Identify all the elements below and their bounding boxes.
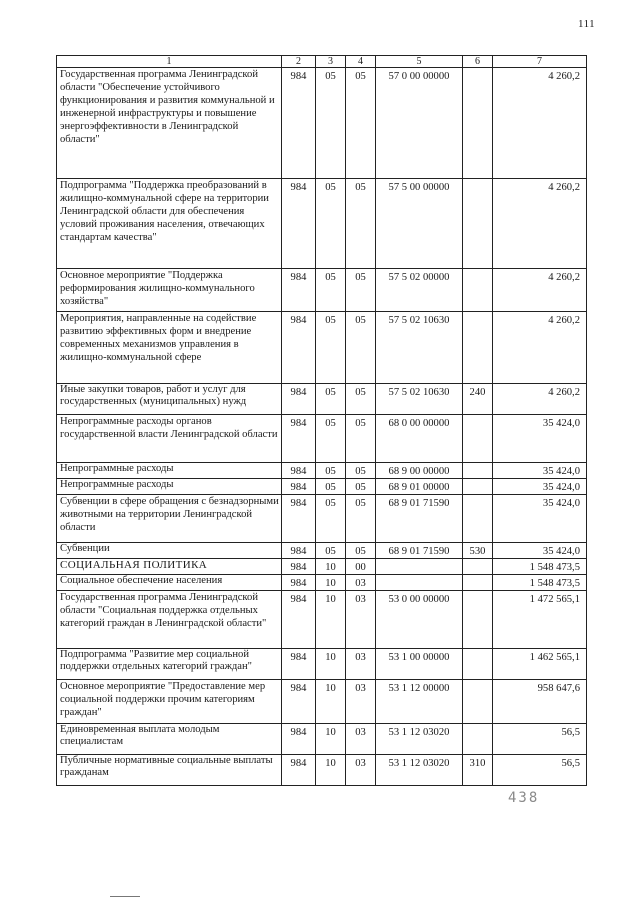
col-header-name: 1 <box>57 56 282 68</box>
row-grbs: 984 <box>282 312 316 384</box>
row-grbs: 984 <box>282 68 316 179</box>
row-expense-type <box>463 415 493 463</box>
row-target-article: 53 0 00 00000 <box>376 591 463 649</box>
row-section: 05 <box>316 543 346 559</box>
table-row <box>57 575 587 591</box>
row-target-article: 53 1 00 00000 <box>376 649 463 680</box>
row-grbs: 984 <box>282 415 316 463</box>
header-row <box>57 56 587 68</box>
row-amount: 56,5 <box>493 724 587 755</box>
row-target-article: 53 1 12 00000 <box>376 680 463 724</box>
row-grbs: 984 <box>282 543 316 559</box>
row-subsection: 03 <box>346 591 376 649</box>
row-name: Непрограммные расходы органов государственной власти Ленинградской области <box>57 415 282 463</box>
row-expense-type <box>463 680 493 724</box>
row-section: 10 <box>316 724 346 755</box>
row-subsection: 03 <box>346 649 376 680</box>
scan-mark <box>110 896 140 897</box>
row-grbs: 984 <box>282 755 316 786</box>
row-amount: 4 260,2 <box>493 312 587 384</box>
table-row <box>57 415 587 463</box>
row-subsection: 05 <box>346 463 376 479</box>
budget-table <box>56 55 587 786</box>
row-target-article: 57 5 00 00000 <box>376 179 463 269</box>
row-section: 10 <box>316 649 346 680</box>
row-grbs: 984 <box>282 269 316 312</box>
row-target-article: 68 9 00 00000 <box>376 463 463 479</box>
table-row <box>57 755 587 786</box>
row-section: 10 <box>316 755 346 786</box>
col-header-expense-type: 6 <box>463 56 493 68</box>
row-expense-type <box>463 479 493 495</box>
row-name: Публичные нормативные социальные выплаты гражданам <box>57 755 282 786</box>
row-subsection: 05 <box>346 68 376 179</box>
row-section: 05 <box>316 495 346 543</box>
row-section: 05 <box>316 68 346 179</box>
row-grbs: 984 <box>282 649 316 680</box>
row-grbs: 984 <box>282 479 316 495</box>
row-name: Единовременная выплата молодым специалистам <box>57 724 282 755</box>
row-amount: 35 424,0 <box>493 543 587 559</box>
row-target-article <box>376 559 463 575</box>
table-row <box>57 543 587 559</box>
row-section: 05 <box>316 269 346 312</box>
row-name: Основное мероприятие "Предоставление мер социальной поддержки прочим категориям граждан" <box>57 680 282 724</box>
row-section: 05 <box>316 312 346 384</box>
row-subsection: 05 <box>346 479 376 495</box>
row-name: Подпрограмма "Поддержка преобразований в жилищно-коммунальной сфере на территории Ленинградской области для обеспечения условий проживания населения, отвечающих стандартам качества" <box>57 179 282 269</box>
table-row <box>57 559 587 575</box>
row-amount: 1 462 565,1 <box>493 649 587 680</box>
row-target-article: 53 1 12 03020 <box>376 724 463 755</box>
row-amount: 35 424,0 <box>493 495 587 543</box>
row-section: 05 <box>316 479 346 495</box>
row-grbs: 984 <box>282 724 316 755</box>
row-section: 05 <box>316 415 346 463</box>
row-name: Подпрограмма "Развитие мер социальной поддержки отдельных категорий граждан" <box>57 649 282 680</box>
col-header-amount: 7 <box>493 56 587 68</box>
col-header-grbs: 2 <box>282 56 316 68</box>
row-section: 05 <box>316 384 346 415</box>
row-expense-type <box>463 269 493 312</box>
table-row <box>57 495 587 543</box>
row-subsection: 05 <box>346 269 376 312</box>
table-row <box>57 312 587 384</box>
row-name: СОЦИАЛЬНАЯ ПОЛИТИКА <box>57 559 282 575</box>
row-amount: 35 424,0 <box>493 479 587 495</box>
row-amount: 56,5 <box>493 755 587 786</box>
row-target-article: 68 9 01 71590 <box>376 495 463 543</box>
row-grbs: 984 <box>282 680 316 724</box>
row-expense-type <box>463 724 493 755</box>
archive-stamp: 438 <box>508 790 540 806</box>
row-target-article: 57 0 00 00000 <box>376 68 463 179</box>
row-amount: 1 548 473,5 <box>493 559 587 575</box>
row-subsection: 05 <box>346 543 376 559</box>
row-section: 05 <box>316 463 346 479</box>
row-subsection: 00 <box>346 559 376 575</box>
row-name: Непрограммные расходы <box>57 463 282 479</box>
row-expense-type <box>463 575 493 591</box>
row-section: 10 <box>316 575 346 591</box>
row-expense-type <box>463 559 493 575</box>
row-target-article: 68 9 01 00000 <box>376 479 463 495</box>
row-expense-type <box>463 68 493 179</box>
row-grbs: 984 <box>282 575 316 591</box>
row-name: Субвенции <box>57 543 282 559</box>
row-name: Иные закупки товаров, работ и услуг для государственных (муниципальных) нужд <box>57 384 282 415</box>
row-section: 10 <box>316 559 346 575</box>
row-target-article <box>376 575 463 591</box>
row-amount: 1 548 473,5 <box>493 575 587 591</box>
row-subsection: 03 <box>346 575 376 591</box>
row-expense-type <box>463 649 493 680</box>
row-grbs: 984 <box>282 559 316 575</box>
row-target-article: 57 5 02 00000 <box>376 269 463 312</box>
row-subsection: 03 <box>346 755 376 786</box>
row-expense-type: 310 <box>463 755 493 786</box>
table-row <box>57 269 587 312</box>
row-subsection: 05 <box>346 312 376 384</box>
row-expense-type <box>463 463 493 479</box>
row-grbs: 984 <box>282 495 316 543</box>
table-row <box>57 179 587 269</box>
col-header-subsection: 4 <box>346 56 376 68</box>
table-row <box>57 591 587 649</box>
page-number: 111 <box>578 18 596 30</box>
row-name: Основное мероприятие "Поддержка реформирования жилищно-коммунального хозяйства" <box>57 269 282 312</box>
row-amount: 958 647,6 <box>493 680 587 724</box>
row-subsection: 05 <box>346 415 376 463</box>
row-amount: 35 424,0 <box>493 415 587 463</box>
row-name: Непрограммные расходы <box>57 479 282 495</box>
row-expense-type <box>463 591 493 649</box>
table-row <box>57 680 587 724</box>
col-header-target-article: 5 <box>376 56 463 68</box>
row-expense-type <box>463 312 493 384</box>
row-subsection: 03 <box>346 680 376 724</box>
row-amount: 4 260,2 <box>493 269 587 312</box>
row-amount: 4 260,2 <box>493 179 587 269</box>
row-target-article: 57 5 02 10630 <box>376 312 463 384</box>
table-row <box>57 463 587 479</box>
row-section: 05 <box>316 179 346 269</box>
row-grbs: 984 <box>282 179 316 269</box>
row-expense-type <box>463 495 493 543</box>
row-name: Субвенции в сфере обращения с безнадзорными животными на территории Ленинградской области <box>57 495 282 543</box>
row-expense-type <box>463 179 493 269</box>
row-subsection: 05 <box>346 179 376 269</box>
row-subsection: 03 <box>346 724 376 755</box>
row-amount: 4 260,2 <box>493 68 587 179</box>
row-amount: 1 472 565,1 <box>493 591 587 649</box>
row-target-article: 68 9 01 71590 <box>376 543 463 559</box>
row-name: Государственная программа Ленинградской области "Обеспечение устойчивого функционирования и развития коммунальной и инженерной инфраструктуры и повышение энергоэффективности в Ленинградской области" <box>57 68 282 179</box>
row-target-article: 57 5 02 10630 <box>376 384 463 415</box>
row-amount: 4 260,2 <box>493 384 587 415</box>
row-subsection: 05 <box>346 384 376 415</box>
row-expense-type: 530 <box>463 543 493 559</box>
row-grbs: 984 <box>282 591 316 649</box>
row-section: 10 <box>316 680 346 724</box>
table-row <box>57 384 587 415</box>
table-row <box>57 649 587 680</box>
row-amount: 35 424,0 <box>493 463 587 479</box>
row-expense-type: 240 <box>463 384 493 415</box>
table-row <box>57 724 587 755</box>
row-target-article: 53 1 12 03020 <box>376 755 463 786</box>
row-name: Мероприятия, направленные на содействие развитию эффективных форм и внедрение современных механизмов управления в жилищно-коммунальной сфере <box>57 312 282 384</box>
row-name: Социальное обеспечение населения <box>57 575 282 591</box>
row-section: 10 <box>316 591 346 649</box>
table-row <box>57 479 587 495</box>
row-grbs: 984 <box>282 463 316 479</box>
row-subsection: 05 <box>346 495 376 543</box>
row-grbs: 984 <box>282 384 316 415</box>
table-row <box>57 68 587 179</box>
col-header-section: 3 <box>316 56 346 68</box>
row-target-article: 68 0 00 00000 <box>376 415 463 463</box>
row-name: Государственная программа Ленинградской области "Социальная поддержка отдельных категорий граждан в Ленинградской области" <box>57 591 282 649</box>
